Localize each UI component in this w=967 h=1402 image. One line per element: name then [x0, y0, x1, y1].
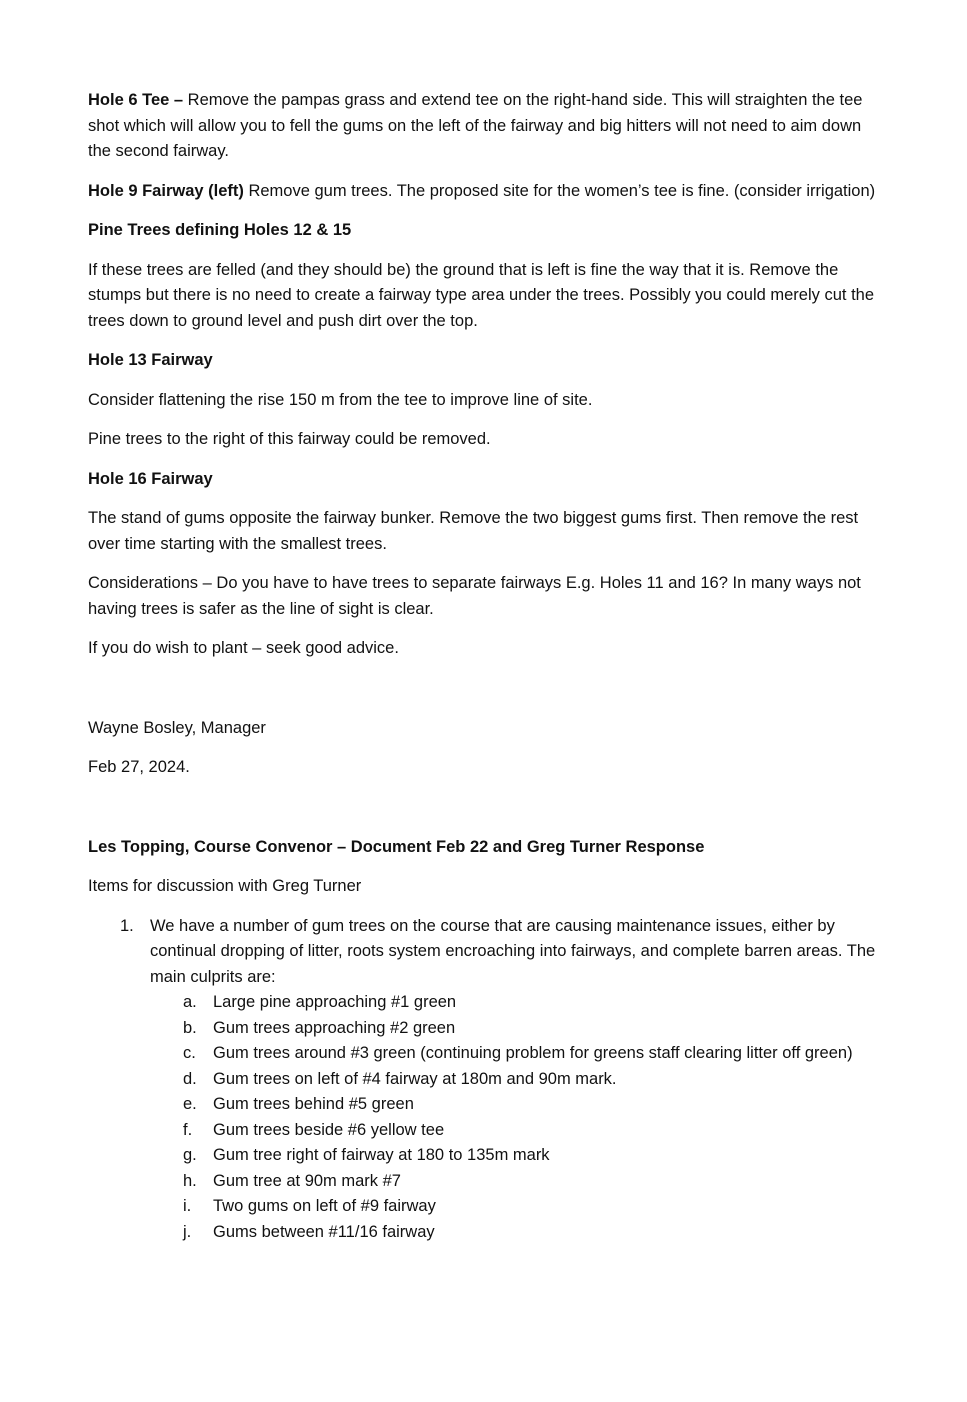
- hole-16-text: The stand of gums opposite the fairway bunker. Remove the two biggest gums first. Then remove the rest over time starting with the smallest trees.: [88, 509, 859, 553]
- considerations-text: Considerations – Do you have to have trees to separate fairways E.g. Holes 11 and 16? In many ways not having trees is safer as the line of sight is clear.: [88, 574, 861, 618]
- sub-list-text: Gum trees beside #6 yellow tee: [213, 1120, 445, 1139]
- sub-list-text: Gum trees approaching #2 green: [213, 1018, 456, 1037]
- sub-list-letter: j.: [183, 1222, 192, 1241]
- sub-list-letter: i.: [183, 1197, 192, 1215]
- pine-trees-text: If these trees are felled (and they should be) the ground that is left is fine the way that it is. Remove the stumps but there is no need to create a fairway type area under the trees. Possibly you could merely cut the trees down to ground level and push dirt over the top.: [88, 260, 875, 330]
- hole-6-tee-paragraph: [88, 88, 888, 165]
- discussion-intro: Items for discussion with Greg Turner: [88, 877, 362, 895]
- signature-date: Feb 27, 2024.: [88, 758, 190, 776]
- pine-trees-heading: Pine Trees defining Holes 12 & 15: [88, 221, 352, 239]
- sub-list-item: [150, 1169, 888, 1195]
- sub-list-item: [150, 1016, 888, 1042]
- sub-list-item: [150, 1143, 888, 1169]
- sub-list-item: [150, 1067, 888, 1093]
- second-document-heading: Les Topping, Course Convenor – Document Feb 22 and Greg Turner Response: [88, 837, 705, 856]
- sub-list-letter: a.: [183, 993, 197, 1011]
- sub-list-text: Gum trees around #3 green (continuing problem for greens staff clearing litter off green): [213, 1044, 853, 1062]
- hole-13-text-1: Consider flattening the rise 150 m from the tee to improve line of site.: [88, 390, 593, 409]
- sub-list-letter: e.: [183, 1095, 197, 1113]
- sub-list-letter: b.: [183, 1018, 197, 1037]
- sub-list-text: Gum tree at 90m mark #7: [213, 1171, 401, 1190]
- sub-list-item: [150, 990, 888, 1016]
- sub-list-letter: g.: [183, 1146, 197, 1164]
- sub-list-item: [150, 1092, 888, 1118]
- spacer: [88, 795, 888, 835]
- hole-9-fairway-paragraph: [88, 179, 888, 205]
- sub-list-letter: h.: [183, 1171, 197, 1190]
- sub-list-item: [150, 1194, 888, 1220]
- sub-list-item: [150, 1118, 888, 1144]
- hole-9-fairway-text: Remove gum trees. The proposed site for the women’s tee is fine. (consider irrigation): [243, 181, 876, 200]
- spacer: [88, 676, 888, 716]
- sub-list-text: Gums between #11/16 fairway: [213, 1222, 435, 1241]
- sub-list-item: [150, 1041, 888, 1067]
- sub-list-letter: d.: [183, 1069, 197, 1088]
- hole-6-tee-text: Remove the pampas grass and extend tee on the right-hand side. This will straighten the tee shot which will allow you to fell the gums on the left of the fairway and big hitters will not need to aim down the second fairway.: [88, 91, 863, 160]
- sub-list-text: Gum trees on left of #4 fairway at 180m and 90m mark.: [213, 1069, 617, 1088]
- hole-9-fairway-heading: Hole 9 Fairway (left): [88, 181, 244, 200]
- sub-list-text: Large pine approaching #1 green: [213, 993, 457, 1011]
- list-number: 1.: [120, 916, 134, 935]
- hole-16-heading: Hole 16 Fairway: [88, 469, 213, 488]
- plant-advice-text: If you do wish to plant – seek good advice.: [88, 639, 399, 657]
- list-item-text: We have a number of gum trees on the course that are causing maintenance issues, either by continual dropping of litter, roots system encroaching into fairways, and complete barren areas. The main culprits are:: [150, 916, 876, 986]
- sub-list-text: Gum tree right of fairway at 180 to 135m mark: [213, 1146, 550, 1164]
- hole-13-text-2: Pine trees to the right of this fairway could be removed.: [88, 430, 491, 448]
- sub-list-letter: f.: [183, 1120, 193, 1139]
- sub-list-text: Two gums on left of #9 fairway: [213, 1197, 436, 1215]
- culprit-sublist: [150, 990, 888, 1245]
- sub-list-text: Gum trees behind #5 green: [213, 1095, 414, 1113]
- sub-list-letter: c.: [183, 1044, 196, 1062]
- hole-13-heading: Hole 13 Fairway: [88, 351, 213, 369]
- signature-name: Wayne Bosley, Manager: [88, 718, 266, 737]
- document-page: [88, 88, 888, 1245]
- list-item: [88, 914, 888, 1246]
- discussion-list: [88, 914, 888, 1246]
- hole-6-tee-heading: Hole 6 Tee –: [88, 91, 184, 109]
- sub-list-item: [150, 1220, 888, 1246]
